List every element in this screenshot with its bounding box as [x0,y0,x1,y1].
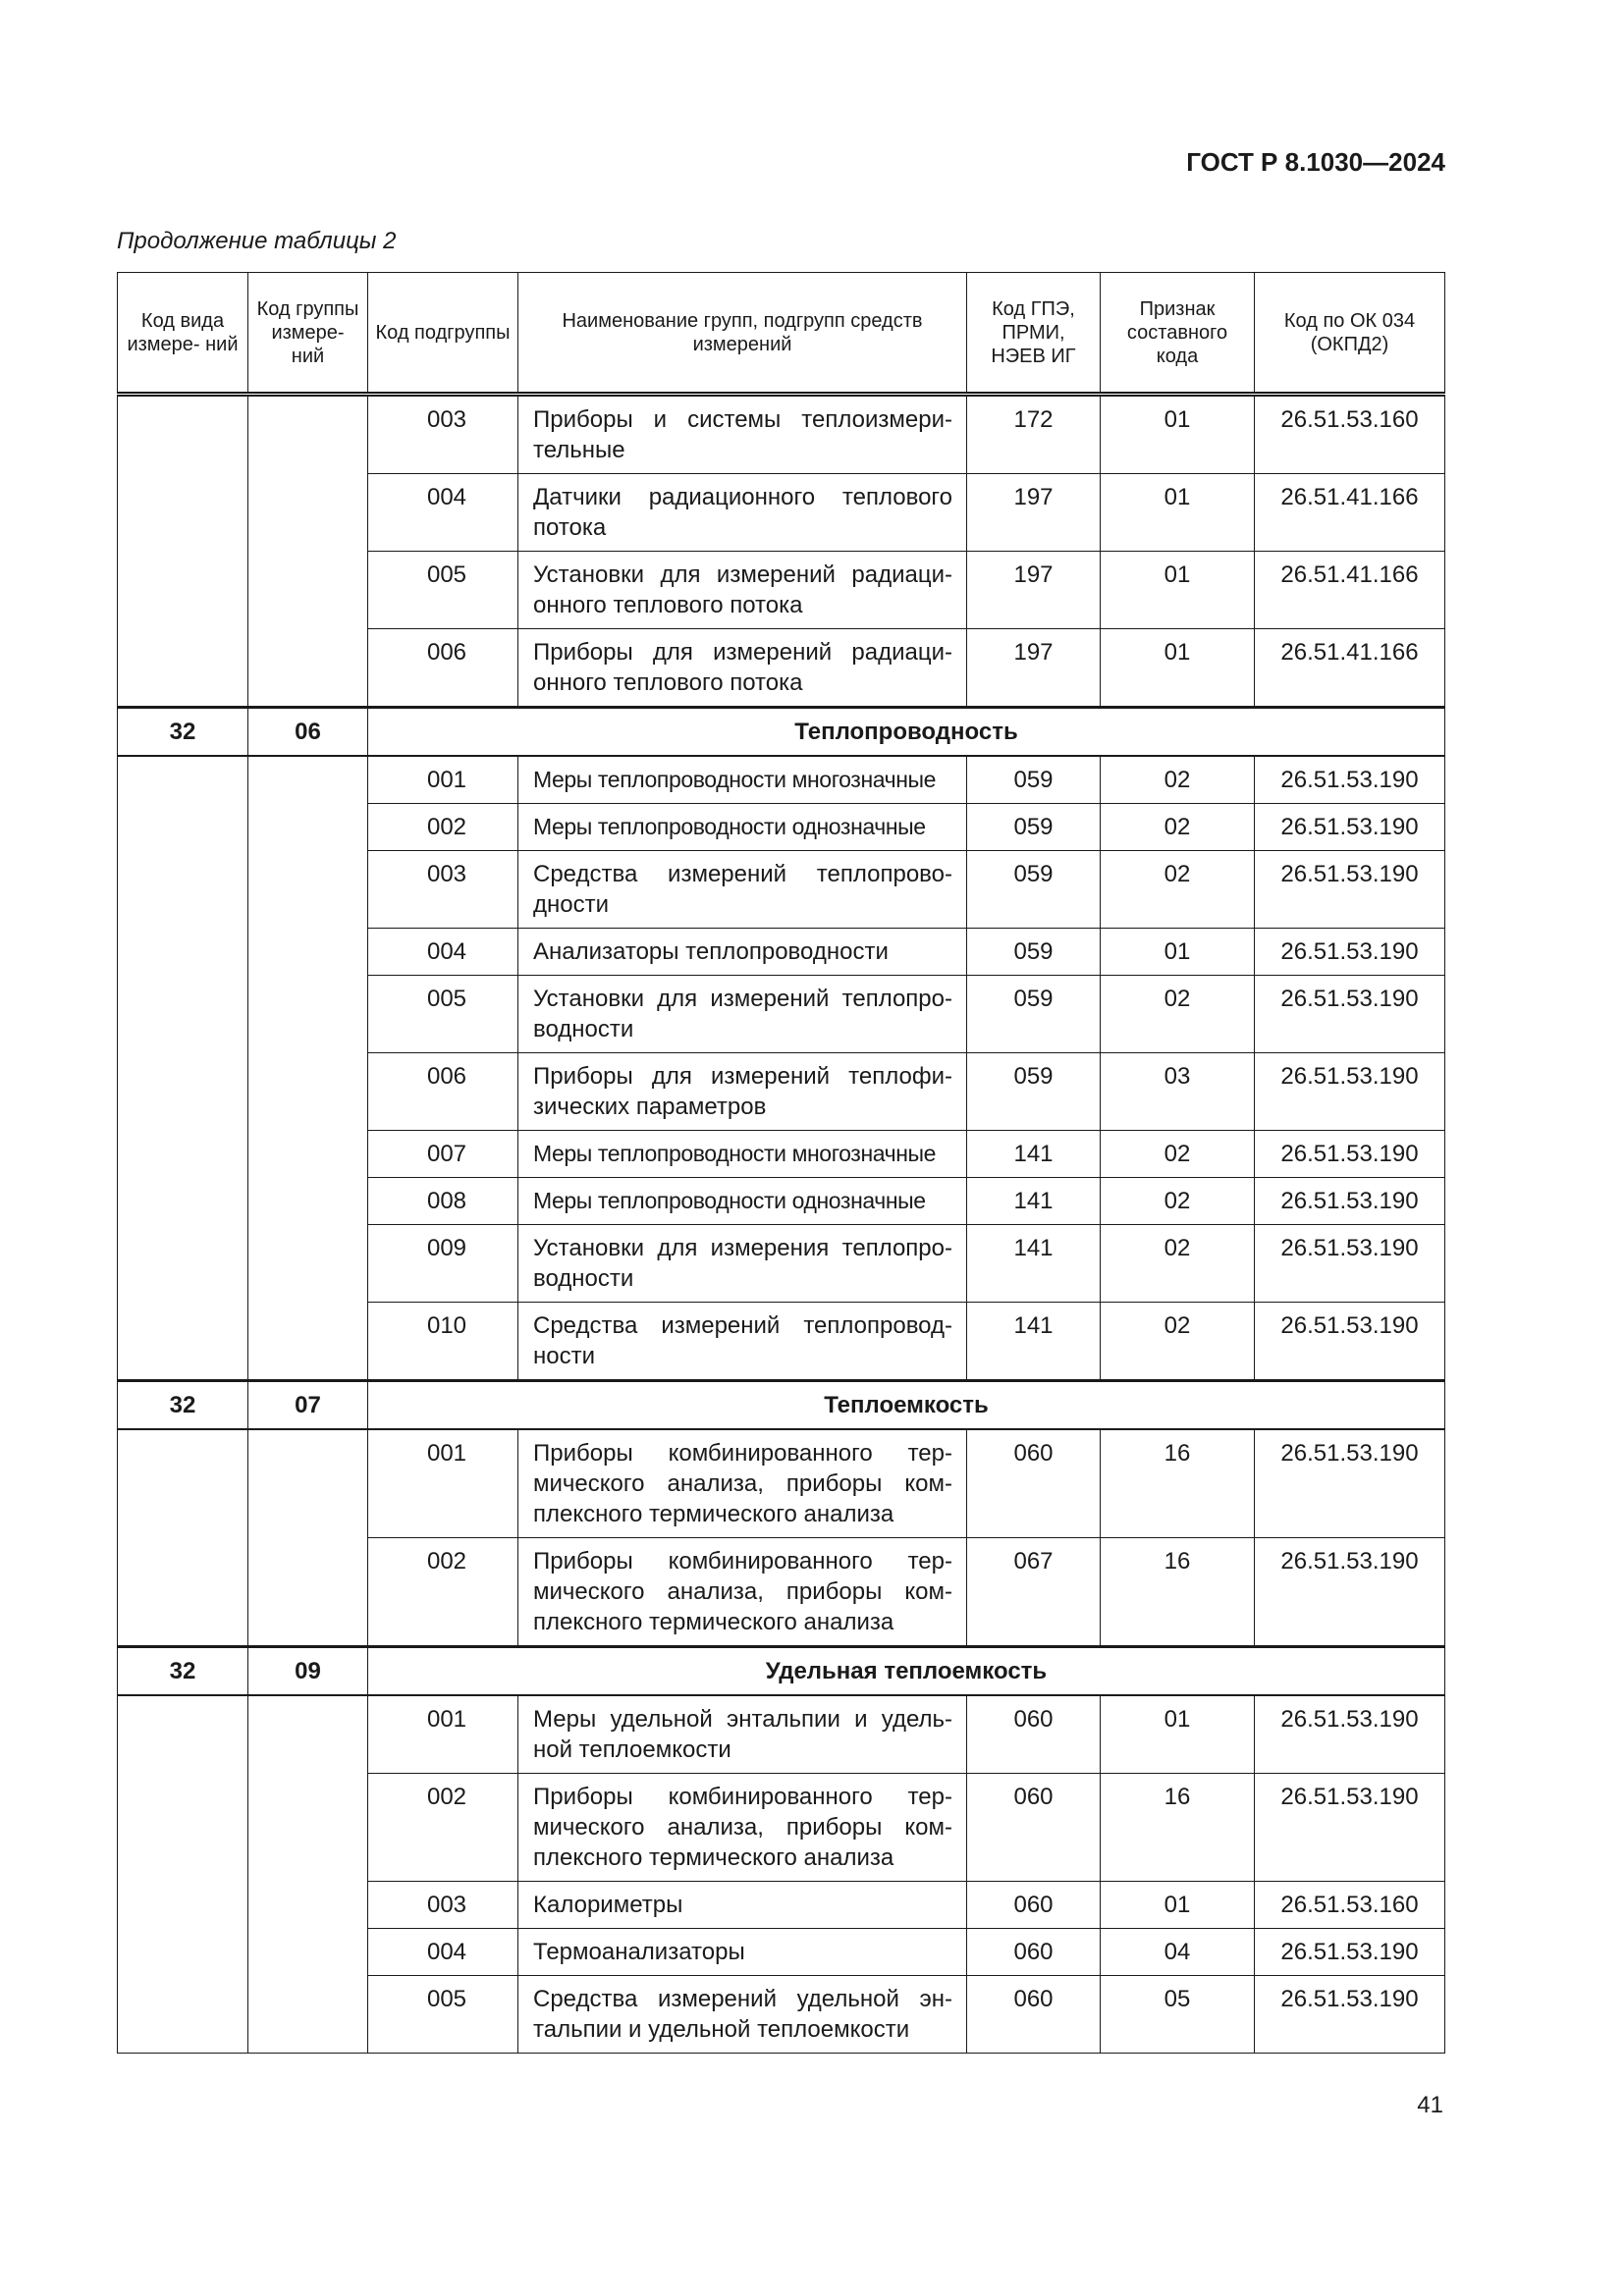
table-body [118,395,1445,2054]
composite-sign: 02 [1101,756,1255,804]
gpe-code: 059 [967,1053,1101,1131]
composite-sign: 01 [1101,552,1255,629]
page-number: 41 [1417,2092,1443,2118]
table-caption: Продолжение таблицы 2 [117,228,397,254]
okpd2-code: 26.51.53.190 [1255,1538,1445,1647]
okpd2-code: 26.51.53.190 [1255,1178,1445,1225]
composite-sign: 02 [1101,1303,1255,1381]
instrument-name: Приборы комбинированного тер- мического анализа, приборы ком- плексного термического анализа [518,1774,967,1882]
subgroup-code: 005 [368,1976,518,2054]
group-kind-code: 32 [118,1381,248,1430]
okpd2-code: 26.51.53.190 [1255,1774,1445,1882]
composite-sign: 01 [1101,395,1255,474]
measuring-instruments-table [117,272,1445,2054]
gpe-code: 197 [967,629,1101,708]
gpe-code: 060 [967,1774,1101,1882]
subgroup-code: 001 [368,1429,518,1538]
composite-sign: 04 [1101,1929,1255,1976]
group-row [118,708,1445,757]
composite-sign: 02 [1101,804,1255,851]
group-code-cell [248,756,368,1381]
group-row [118,1381,1445,1430]
okpd2-code: 26.51.53.190 [1255,756,1445,804]
instrument-name: Средства измерений теплопровод- ности [518,1303,967,1381]
instrument-name: Приборы комбинированного тер- мического анализа, приборы ком- плексного термического анализа [518,1429,967,1538]
subgroup-code: 005 [368,976,518,1053]
instrument-name: Установки для измерения теплопро- водности [518,1225,967,1303]
subgroup-code: 003 [368,851,518,929]
kind-code-cell [118,756,248,1381]
kind-code-cell [118,1695,248,2054]
instrument-name: Приборы и системы теплоизмери- тельные [518,395,967,474]
table-row [118,1429,1445,1538]
subgroup-code: 003 [368,1882,518,1929]
group-kind-code: 32 [118,708,248,757]
instrument-name: Средства измерений теплопрово- дности [518,851,967,929]
okpd2-code: 26.51.53.190 [1255,1131,1445,1178]
okpd2-code: 26.51.53.190 [1255,1303,1445,1381]
instrument-name: Установки для измерений теплопро- водности [518,976,967,1053]
subgroup-code: 004 [368,929,518,976]
document-code: ГОСТ Р 8.1030—2024 [1186,147,1445,177]
composite-sign: 05 [1101,1976,1255,2054]
instrument-name: Калориметры [518,1882,967,1929]
instrument-name: Приборы комбинированного тер- мического анализа, приборы ком- плексного термического анализа [518,1538,967,1647]
composite-sign: 02 [1101,976,1255,1053]
composite-sign: 16 [1101,1538,1255,1647]
okpd2-code: 26.51.41.166 [1255,629,1445,708]
column-header: Код по ОК 034 (ОКПД2) [1255,273,1445,395]
gpe-code: 141 [967,1131,1101,1178]
okpd2-code: 26.51.53.190 [1255,1053,1445,1131]
instrument-name: Меры теплопроводности многозначные [518,1131,967,1178]
instrument-name: Меры теплопроводности однозначные [518,1178,967,1225]
gpe-code: 141 [967,1225,1101,1303]
gpe-code: 059 [967,756,1101,804]
group-code-cell [248,395,368,708]
composite-sign: 01 [1101,1695,1255,1774]
okpd2-code: 26.51.53.190 [1255,851,1445,929]
group-code: 07 [248,1381,368,1430]
column-header: Признак составного кода [1101,273,1255,395]
okpd2-code: 26.51.53.190 [1255,976,1445,1053]
okpd2-code: 26.51.53.190 [1255,804,1445,851]
gpe-code: 141 [967,1178,1101,1225]
subgroup-code: 006 [368,629,518,708]
gpe-code: 060 [967,1695,1101,1774]
subgroup-code: 009 [368,1225,518,1303]
composite-sign: 01 [1101,629,1255,708]
group-title: Удельная теплоемкость [368,1647,1445,1696]
subgroup-code: 008 [368,1178,518,1225]
gpe-code: 059 [967,929,1101,976]
group-code: 09 [248,1647,368,1696]
instrument-name: Меры теплопроводности многозначные [518,756,967,804]
okpd2-code: 26.51.53.190 [1255,1976,1445,2054]
instrument-name: Приборы для измерений теплофи- зических параметров [518,1053,967,1131]
column-header: Наименование групп, подгрупп средств измерений [518,273,967,395]
gpe-code: 060 [967,1976,1101,2054]
subgroup-code: 006 [368,1053,518,1131]
table-row [118,395,1445,474]
composite-sign: 02 [1101,1225,1255,1303]
group-title: Теплоемкость [368,1381,1445,1430]
composite-sign: 01 [1101,1882,1255,1929]
composite-sign: 16 [1101,1774,1255,1882]
subgroup-code: 002 [368,804,518,851]
instrument-name: Меры удельной энтальпии и удель- ной теплоемкости [518,1695,967,1774]
composite-sign: 01 [1101,929,1255,976]
subgroup-code: 005 [368,552,518,629]
kind-code-cell [118,395,248,708]
gpe-code: 059 [967,804,1101,851]
gpe-code: 060 [967,1929,1101,1976]
column-header: Код ГПЭ, ПРМИ, НЭЕВ ИГ [967,273,1101,395]
gpe-code: 060 [967,1882,1101,1929]
subgroup-code: 002 [368,1538,518,1647]
subgroup-code: 004 [368,474,518,552]
subgroup-code: 003 [368,395,518,474]
table-header-row [118,273,1445,395]
composite-sign: 16 [1101,1429,1255,1538]
instrument-name: Приборы для измерений радиаци- онного теплового потока [518,629,967,708]
composite-sign: 02 [1101,851,1255,929]
subgroup-code: 010 [368,1303,518,1381]
composite-sign: 02 [1101,1131,1255,1178]
composite-sign: 01 [1101,474,1255,552]
column-header: Код подгруппы [368,273,518,395]
subgroup-code: 007 [368,1131,518,1178]
column-header: Код вида измере- ний [118,273,248,395]
okpd2-code: 26.51.53.190 [1255,1695,1445,1774]
okpd2-code: 26.51.41.166 [1255,552,1445,629]
instrument-name: Термоанализаторы [518,1929,967,1976]
group-kind-code: 32 [118,1647,248,1696]
group-title: Теплопроводность [368,708,1445,757]
okpd2-code: 26.51.53.190 [1255,1429,1445,1538]
instrument-name: Датчики радиационного теплового потока [518,474,967,552]
group-code-cell [248,1695,368,2054]
instrument-name: Меры теплопроводности однозначные [518,804,967,851]
okpd2-code: 26.51.41.166 [1255,474,1445,552]
composite-sign: 02 [1101,1178,1255,1225]
gpe-code: 060 [967,1429,1101,1538]
instrument-name: Анализаторы теплопроводности [518,929,967,976]
group-code: 06 [248,708,368,757]
okpd2-code: 26.51.53.160 [1255,1882,1445,1929]
subgroup-code: 002 [368,1774,518,1882]
okpd2-code: 26.51.53.190 [1255,929,1445,976]
gpe-code: 059 [967,976,1101,1053]
okpd2-code: 26.51.53.190 [1255,1225,1445,1303]
subgroup-code: 001 [368,756,518,804]
subgroup-code: 004 [368,1929,518,1976]
gpe-code: 197 [967,552,1101,629]
kind-code-cell [118,1429,248,1647]
table-row [118,756,1445,804]
okpd2-code: 26.51.53.190 [1255,1929,1445,1976]
gpe-code: 172 [967,395,1101,474]
instrument-name: Установки для измерений радиаци- онного теплового потока [518,552,967,629]
group-row [118,1647,1445,1696]
gpe-code: 059 [967,851,1101,929]
instrument-name: Средства измерений удельной эн- тальпии и удельной теплоемкости [518,1976,967,2054]
column-header: Код группы измере- ний [248,273,368,395]
composite-sign: 03 [1101,1053,1255,1131]
gpe-code: 067 [967,1538,1101,1647]
gpe-code: 197 [967,474,1101,552]
table-row [118,1695,1445,1774]
okpd2-code: 26.51.53.160 [1255,395,1445,474]
subgroup-code: 001 [368,1695,518,1774]
gpe-code: 141 [967,1303,1101,1381]
group-code-cell [248,1429,368,1647]
